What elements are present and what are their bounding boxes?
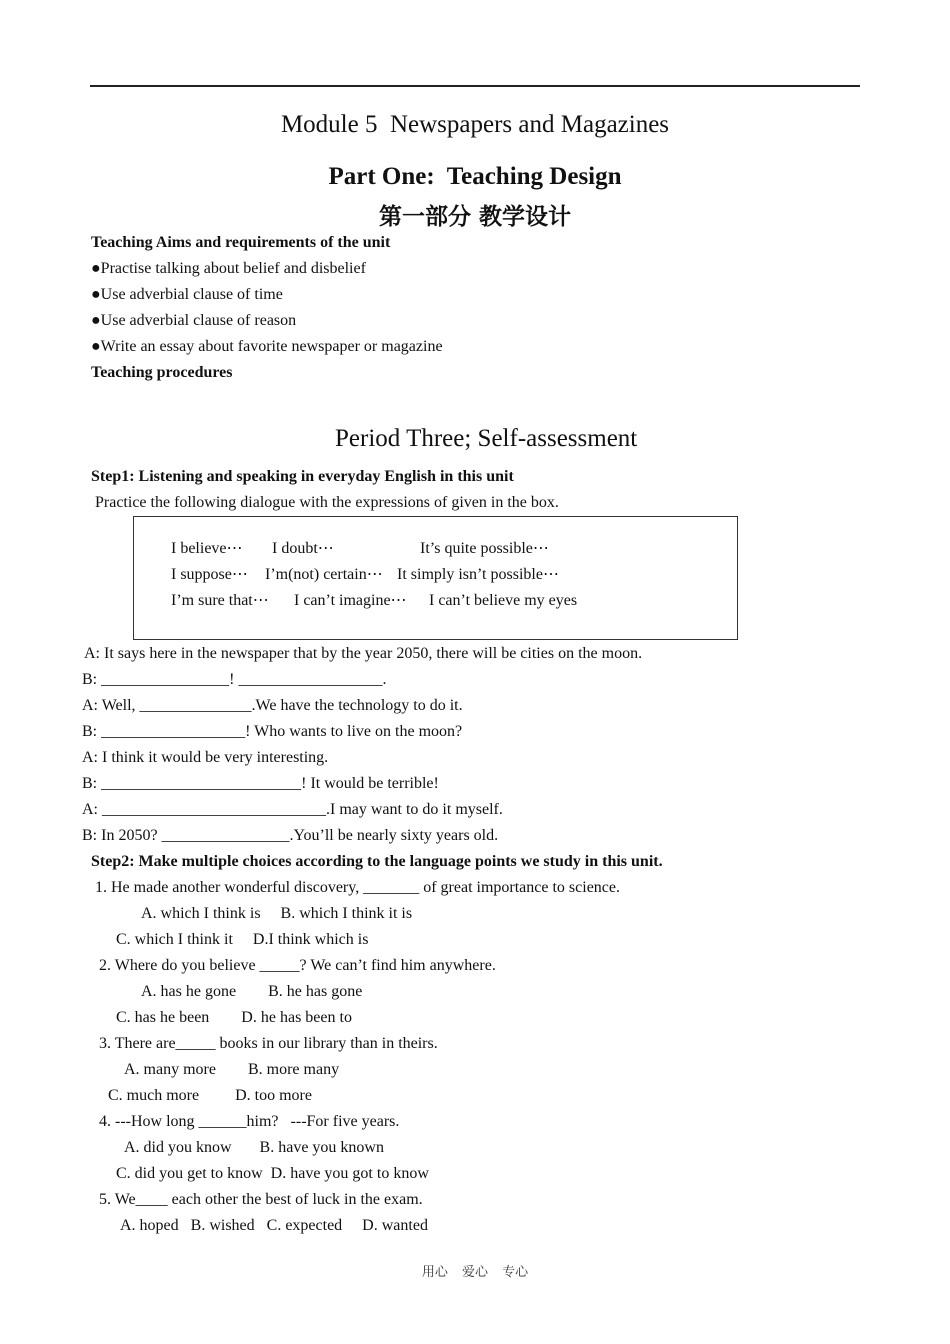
question-options: C. which I think it D.I think which is bbox=[116, 931, 369, 948]
aims-item bbox=[91, 311, 296, 331]
dialogue-line: B: __________________! Who wants to live on the moon? bbox=[82, 723, 463, 740]
dialogue-line: B: ________________! __________________. bbox=[82, 671, 387, 688]
module-title: Module 5 Newspapers and Magazines bbox=[280, 111, 670, 138]
step1-heading: Step1: Listening and speaking in everyday English in this unit bbox=[91, 468, 514, 485]
question-text: 3. There are_____ books in our library than in theirs. bbox=[99, 1035, 438, 1052]
question-text: 5. We____ each other the best of luck in the exam. bbox=[99, 1191, 423, 1208]
question-options: A. which I think is B. which I think it is bbox=[141, 905, 413, 922]
page-footer: 用心 爱心 专心 bbox=[421, 1265, 529, 1280]
dialogue-line: A: Well, ______________.We have the technology to do it. bbox=[82, 697, 463, 714]
dialogue-line: B: _________________________! It would be terrible! bbox=[82, 775, 439, 792]
expression: I can’t believe my eyes bbox=[429, 592, 578, 609]
expression: I’m sure that⋯ bbox=[171, 592, 269, 609]
question-options: C. much more D. too more bbox=[108, 1087, 312, 1104]
aims-item-text: Use adverbial clause of time bbox=[100, 286, 283, 303]
expression: I can’t imagine⋯ bbox=[294, 592, 407, 609]
procedures-heading: Teaching procedures bbox=[91, 364, 233, 381]
expression: I believe⋯ bbox=[171, 540, 243, 557]
dialogue-line: A: I think it would be very interesting. bbox=[82, 749, 329, 766]
question-options: C. has he been D. he has been to bbox=[116, 1009, 352, 1026]
aims-item bbox=[91, 259, 366, 279]
aims-item-text: Write an essay about favorite newspaper or magazine bbox=[100, 338, 443, 355]
dialogue-line: B: In 2050? ________________.You’ll be nearly sixty years old. bbox=[82, 827, 499, 844]
dialogue-line: A: ____________________________.I may want to do it myself. bbox=[82, 801, 503, 818]
step2-heading: Step2: Make multiple choices according to the language points we study in this unit. bbox=[91, 853, 663, 870]
bullet-icon: ● bbox=[91, 286, 101, 303]
bullet-icon: ● bbox=[91, 312, 101, 329]
question-text: 4. ---How long ______him? ---For five years. bbox=[99, 1113, 400, 1130]
bullet-icon: ● bbox=[91, 338, 101, 355]
question-text: 1. He made another wonderful discovery, _______ of great importance to science. bbox=[95, 879, 620, 896]
expression: It simply isn’t possible⋯ bbox=[397, 566, 559, 583]
aims-heading: Teaching Aims and requirements of the unit bbox=[91, 234, 391, 251]
part-title-chinese: 第一部分 教学设计 bbox=[378, 204, 571, 230]
part-title: Part One: Teaching Design bbox=[328, 163, 622, 190]
expression: I’m(not) certain⋯ bbox=[265, 566, 383, 583]
period-title: Period Three; Self-assessment bbox=[335, 425, 638, 452]
question-options: A. did you know B. have you known bbox=[124, 1139, 384, 1156]
step1-instruction: Practice the following dialogue with the expressions of given in the box. bbox=[95, 494, 559, 511]
header-rule bbox=[90, 85, 860, 87]
aims-item-text: Use adverbial clause of reason bbox=[100, 312, 297, 329]
expression: I suppose⋯ bbox=[171, 566, 248, 583]
aims-item bbox=[91, 337, 443, 357]
dialogue-line: A: It says here in the newspaper that by the year 2050, there will be cities on the moon. bbox=[84, 645, 643, 662]
aims-item-text: Practise talking about belief and disbelief bbox=[100, 260, 366, 277]
question-options: A. hoped B. wished C. expected D. wanted bbox=[120, 1217, 428, 1234]
expression: I doubt⋯ bbox=[272, 540, 334, 557]
aims-item bbox=[91, 285, 283, 305]
question-options: A. has he gone B. he has gone bbox=[141, 983, 363, 1000]
question-options: A. many more B. more many bbox=[124, 1061, 340, 1078]
expression: It’s quite possible⋯ bbox=[420, 540, 549, 557]
question-text: 2. Where do you believe _____? We can’t find him anywhere. bbox=[99, 957, 496, 974]
bullet-icon: ● bbox=[91, 260, 101, 277]
question-options: C. did you get to know D. have you got to know bbox=[116, 1165, 429, 1182]
